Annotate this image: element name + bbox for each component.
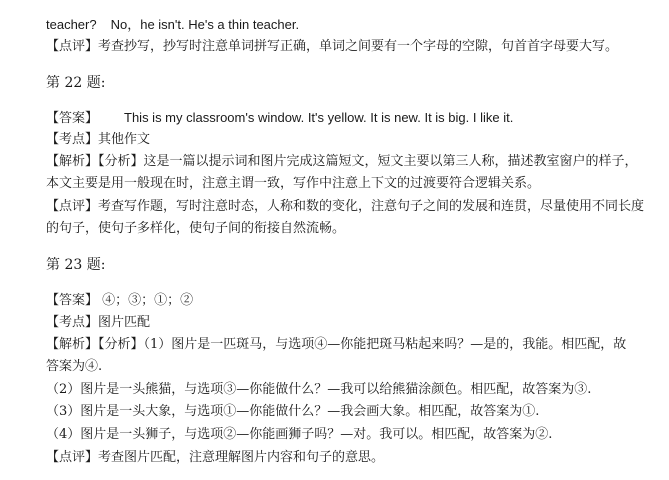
q23-item-3: （3）图片是一头大象，与选项①—你能做什么？—我会画大象。相匹配，故答案为①. <box>46 404 540 419</box>
q22-answer-line <box>46 109 513 128</box>
q23-item-4: （4）图片是一头狮子，与选项②—你能画狮子吗？—对。我可以。相匹配，故答案为②. <box>46 427 553 442</box>
top-answer: No，he isn't. He's a thin teacher. <box>110 17 300 32</box>
q22-analysis-2: 本文主要是用一般现在时，注意主谓一致，写作中注意上下文的过渡要符合逻辑关系。 <box>46 176 541 191</box>
q23-comment: 【点评】考查图片匹配，注意理解图片内容和句子的意思。 <box>46 450 385 465</box>
q23-point: 【考点】图片匹配 <box>46 315 151 330</box>
q22-comment-1: 【点评】考查写作题，写时注意时态，人称和数的变化，注意句子之间的发展和连贯，尽量使用不同长度 <box>46 199 645 214</box>
top-qa-line <box>46 16 299 34</box>
q22-analysis-1: 【解析】【分析】这是一篇以提示词和图片完成这篇短文，短文主要以第三人称，描述教室窗户的样子， <box>46 154 638 169</box>
q23-title: 第 23 题: <box>46 257 106 273</box>
q22-title: 第 22 题: <box>46 75 106 91</box>
q23-answer: 【答案】 ④；③；①；② <box>46 293 194 308</box>
q23-analysis-1: 【解析】【分析】（1）图片是一匹斑马，与选项④—你能把斑马粘起来吗？—是的，我能。相匹配，故 <box>46 337 627 352</box>
q22-comment-2: 的句子，使句子多样化，使句子间的衔接自然流畅。 <box>46 221 346 236</box>
q23-item-2: （2）图片是一头熊猫，与选项③—你能做什么？—我可以给熊猫涂颜色。相匹配，故答案为③. <box>46 382 592 397</box>
q22-point: 【考点】其他作文 <box>46 132 151 147</box>
q22-answer-tag: 【答案】 <box>46 111 99 126</box>
q22-answer-text: This is my classroom's window. It's yellow. It is new. It is big. I like it. <box>124 110 514 125</box>
top-question: teacher? <box>46 17 97 32</box>
q23-analysis-2: 答案为④. <box>46 359 103 374</box>
top-comment: 【点评】考查抄写，抄写时注意单词拼写正确，单词之间要有一个字母的空隙，句首首字母要大写。 <box>46 39 619 54</box>
